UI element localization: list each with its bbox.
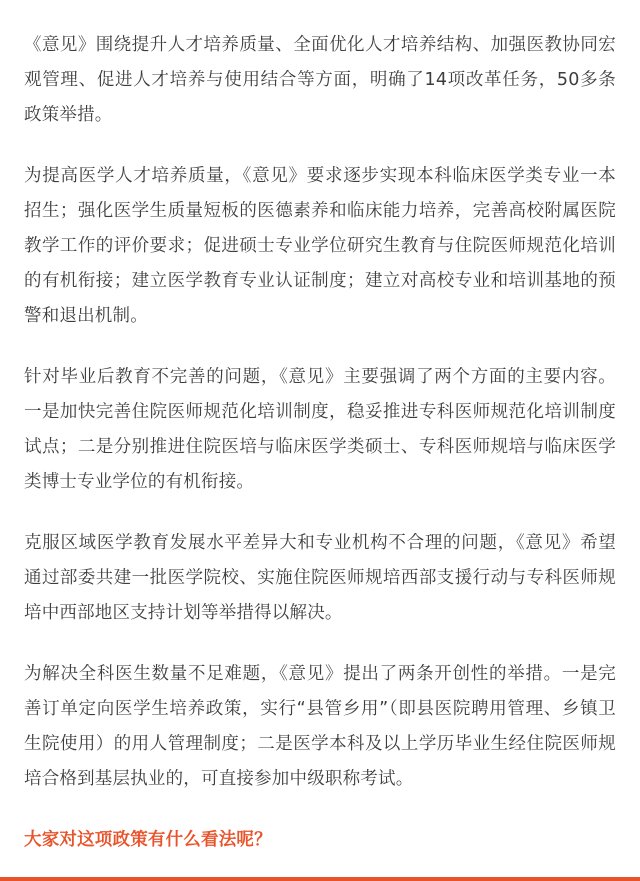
- paragraph-1: 《意见》围绕提升人才培养质量、全面优化人才培养结构、加强医教协同宏观管理、促进人才培养与使用结合等方面，明确了14项改革任务，50多条政策举措。: [24, 35, 616, 125]
- paragraph-2: 为提高医学人才培养质量，《意见》要求逐步实现本科临床医学类专业一本招生；强化医学生质量短板的医德素养和临床能力培养，完善高校附属医院教学工作的评价要求；促进硕士专业学位研究生教育与住院医师规范化培训的有机衔接；建立医学教育专业认证制度；建立对高校专业和培训基地的预警和退出机制。: [24, 166, 616, 326]
- paragraph-3: 针对毕业后教育不完善的问题，《意见》主要强调了两个方面的主要内容。一是加快完善住院医师规范化培训制度，稳妥推进专科医师规范化培训制度试点；二是分别推进住院医培与临床医学类硕士、专科医师规培与临床医学类博士专业学位的有机衔接。: [24, 367, 616, 492]
- closing-question: 大家对这项政策有什么看法呢？: [24, 830, 272, 850]
- accent-bottom-rule: [0, 877, 640, 881]
- paragraph-4: 克服区域医学教育发展水平差异大和专业机构不合理的问题，《意见》希望通过部委共建一批医学院校、实施住院医师规培西部支援行动与专科医师规培中西部地区支持计划等举措得以解决。: [24, 533, 616, 623]
- paragraph-5: 为解决全科医生数量不足难题，《意见》提出了两条开创性的举措。一是完善订单定向医学生培养政策，实行“县管乡用”（即县医院聘用管理、乡镇卫生院使用）的用人管理制度；二是医学本科及以上学历毕业生经住院医师规培合格到基层执业的，可直接参加中级职称考试。: [24, 664, 616, 789]
